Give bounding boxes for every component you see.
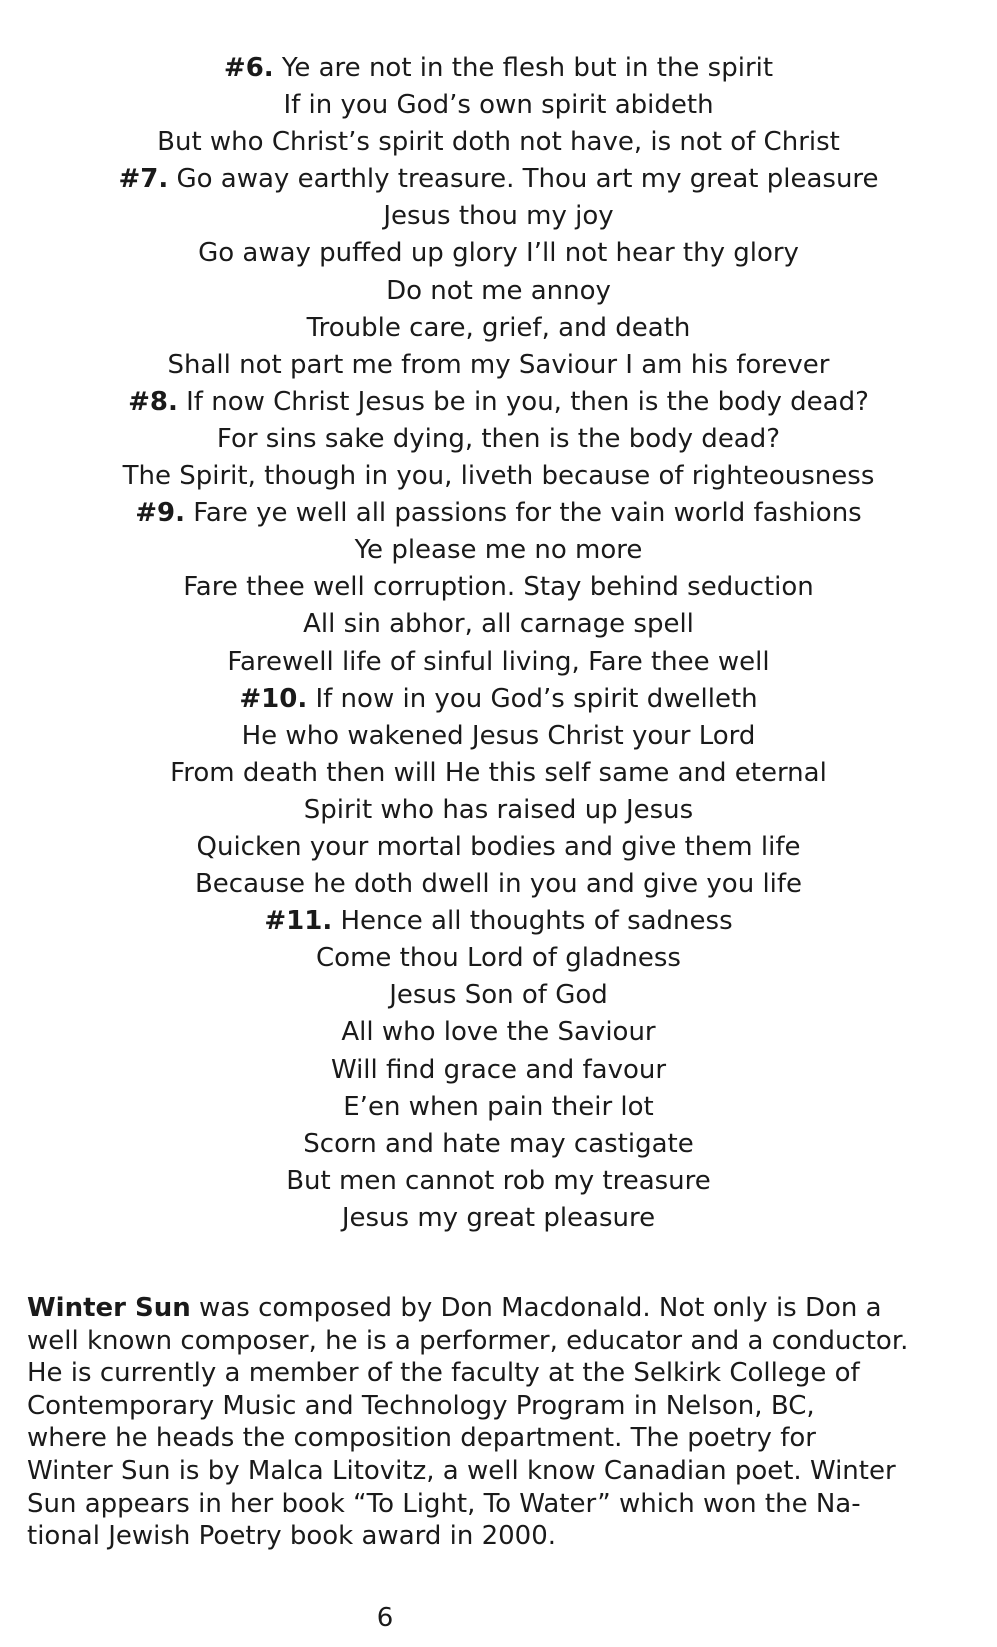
poem-line <box>0 1052 997 1089</box>
verse-number: #9. <box>135 498 186 529</box>
poem-line <box>0 644 997 681</box>
poem-line-text: Ye are not in the flesh but in the spirit <box>273 53 774 83</box>
note-first-line <box>27 1292 967 1325</box>
poem-line <box>0 198 997 235</box>
verse-number: #6. <box>223 53 274 83</box>
poem-line-text: All sin abhor, all carnage spell <box>303 609 694 640</box>
poem-line <box>0 792 997 829</box>
poem-line-text: Go away puffed up glory I’ll not hear thy glory <box>198 238 799 269</box>
poem-line <box>0 1126 997 1163</box>
poem-line-text: Do not me annoy <box>386 275 611 306</box>
poem-line-text: Spirit who has raised up Jesus <box>303 794 694 825</box>
page-number: 6 <box>376 1603 394 1633</box>
poem-line <box>0 532 997 569</box>
poem-line <box>0 235 997 272</box>
poem-line-text: All who love the Saviour <box>341 1017 656 1048</box>
poem-line <box>0 866 997 903</box>
note-line: Winter Sun is by Malca Litovitz, a well know Canadian poet. Winter <box>27 1455 896 1486</box>
poem-line-text: He who wakened Jesus Christ your Lord <box>241 720 756 751</box>
note-first-line-text: was composed by Don Macdonald. Not only is Don a <box>190 1293 882 1323</box>
verse-number: #11. <box>264 906 333 937</box>
poem-text <box>0 50 997 1237</box>
poem-line-text: Jesus thou my joy <box>383 201 614 232</box>
poem-line-text: If in you God’s own spirit abideth <box>283 90 714 121</box>
poem-line-text: If now Christ Jesus be in you, then is the body dead? <box>177 386 869 417</box>
poem-line <box>0 87 997 124</box>
poem-line <box>0 606 997 643</box>
poem-line-text: From death then will He this self same and eternal <box>170 757 827 788</box>
poem-line-text: Come thou Lord of gladness <box>316 943 681 974</box>
note-line: Contemporary Music and Technology Program in Nelson, BC, <box>27 1390 815 1421</box>
poem-line <box>0 161 997 198</box>
poem-line <box>0 384 997 421</box>
poem-line <box>0 347 997 384</box>
poem-line <box>0 977 997 1014</box>
poem-line-text: Trouble care, grief, and death <box>306 312 691 343</box>
poem-line <box>0 829 997 866</box>
poem-line <box>0 310 997 347</box>
poem-line <box>0 1089 997 1126</box>
poem-line <box>0 1014 997 1051</box>
note-line: Sun appears in her book “To Light, To Water” which won the Na- <box>27 1488 861 1519</box>
poem-line <box>0 458 997 495</box>
poem-line-text: Hence all thoughts of sadness <box>332 906 733 937</box>
poem-line <box>0 421 997 458</box>
poem-line-text: Jesus my great pleasure <box>341 1202 656 1233</box>
poem-line <box>0 903 997 940</box>
poem-line-text: If now in you God’s spirit dwelleth <box>307 683 758 714</box>
poem-line <box>0 124 997 161</box>
note-line: well known composer, he is a performer, educator and a conductor. <box>27 1325 909 1356</box>
poem-line-text: For sins sake dying, then is the body dead? <box>216 423 781 454</box>
poem-line <box>0 940 997 977</box>
poem-line <box>0 273 997 310</box>
program-note <box>27 1292 967 1553</box>
poem-line <box>0 50 997 87</box>
poem-line <box>0 569 997 606</box>
poem-line <box>0 1163 997 1200</box>
poem-line-text: Fare thee well corruption. Stay behind seduction <box>183 572 814 603</box>
poem-line-text: But who Christ’s spirit doth not have, is not of Christ <box>157 127 840 158</box>
poem-line <box>0 718 997 755</box>
poem-line-text: Fare ye well all passions for the vain world fashions <box>185 498 862 529</box>
poem-line <box>0 755 997 792</box>
poem-line <box>0 681 997 718</box>
poem-line-text: Go away earthly treasure. Thou art my great pleasure <box>168 164 879 195</box>
poem-line-text: Because he doth dwell in you and give you life <box>194 869 803 900</box>
poem-line-text: Jesus Son of God <box>389 980 608 1011</box>
poem-line <box>0 495 997 532</box>
note-line: where he heads the composition department. The poetry for <box>27 1423 816 1454</box>
verse-number: #8. <box>128 386 178 417</box>
poem-line-text: The Spirit, though in you, liveth because of righteousness <box>122 461 875 492</box>
poem-line-text: Quicken your mortal bodies and give them life <box>196 831 801 862</box>
poem-line-text: Farewell life of sinful living, Fare thee well <box>227 646 770 677</box>
verse-number: #10. <box>239 683 308 714</box>
poem-line-text: E’en when pain their lot <box>343 1091 654 1122</box>
poem-line-text: Ye please me no more <box>354 535 643 566</box>
poem-line-text: But men cannot rob my treasure <box>286 1165 711 1196</box>
poem-line-text: Scorn and hate may castigate <box>303 1128 694 1159</box>
poem-line <box>0 1200 997 1237</box>
note-line: He is currently a member of the faculty at the Selkirk College of <box>27 1358 860 1389</box>
note-title: Winter Sun <box>27 1293 191 1323</box>
note-line: tional Jewish Poetry book award in 2000. <box>27 1521 557 1552</box>
poem-line-text: Will find grace and favour <box>330 1054 667 1085</box>
poem-line-text: Shall not part me from my Saviour I am his forever <box>167 349 830 380</box>
verse-number: #7. <box>118 164 169 195</box>
